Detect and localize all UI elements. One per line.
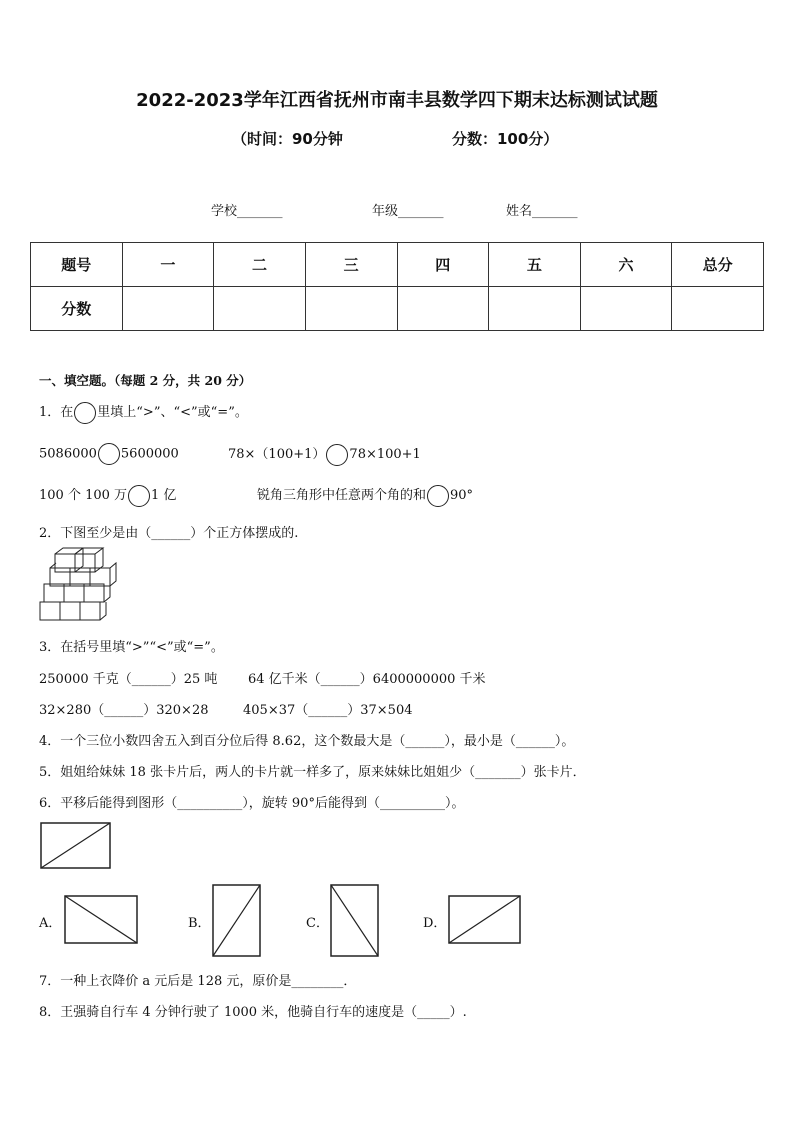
question-2: 2．下图至少是由（______）个正方体摆成的. [39,526,299,541]
score-table-cell: 五 [489,243,581,287]
option-d-figure[interactable] [448,895,522,945]
grade-field[interactable]: 年级_______ [372,204,444,219]
q3-item-d: 405×37（______）37×504 [243,703,413,718]
score-table-cell: 二 [214,243,306,287]
score-entry-cell[interactable] [672,287,764,331]
score-entry-cell[interactable] [214,287,306,331]
question-1 [39,401,248,424]
option-b-label[interactable]: B． [188,916,211,931]
q1-b-left: 78×（100+1） [228,447,326,462]
score-table-cell: 一 [122,243,214,287]
q1-d-left: 锐角三角形中任意两个角的和 [257,488,427,503]
exam-time: （时间：90分钟 [232,130,343,148]
score-entry-cell[interactable] [580,287,672,331]
name-field[interactable]: 姓名_______ [506,204,578,219]
compare-circle[interactable] [74,402,96,424]
score-table-cell: 总分 [672,243,764,287]
q3-item-b: 64 亿千米（______）6400000000 千米 [248,672,486,687]
option-a-figure[interactable] [64,895,139,945]
q1-suffix: 里填上“>”、“<”或“=”。 [97,405,248,420]
q1-a-left: 5086000 [39,446,97,462]
page-title: 2022-2023学年江西省抚州市南丰县数学四下期末达标测试试题 [136,90,658,111]
option-c-label[interactable]: C． [306,916,329,931]
q1-prefix: 1．在 [39,405,74,420]
cube-stack-figure [38,546,122,626]
option-b-figure[interactable] [212,884,262,958]
question-6: 6．平移后能得到图形（__________），旋转 90°后能得到（__________）。 [39,796,465,811]
original-rectangle-figure [40,822,112,870]
question-5: 5．姐姐给妹妹 18 张卡片后，两人的卡片就一样多了，原来妹妹比姐姐少（_______）张卡片． [39,765,586,780]
q1-d-right: 90° [450,488,474,503]
compare-circle[interactable] [427,485,449,507]
score-table-cell: 四 [397,243,489,287]
compare-circle[interactable] [128,485,150,507]
q3-item-a: 250000 千克（______）25 吨 [39,672,218,687]
score-table-cell: 三 [305,243,397,287]
question-3: 3．在括号里填“>”“<”或“=”。 [39,640,224,655]
score-table-cell: 分数 [31,287,123,331]
school-field[interactable]: 学校_______ [211,204,283,219]
score-table-score-row [31,287,764,331]
score-table-header-row [31,243,764,287]
score-entry-cell[interactable] [397,287,489,331]
score-entry-cell[interactable] [122,287,214,331]
q1-item-d [257,484,473,507]
q1-item-b [228,443,421,466]
q1-c-right: 1 亿 [151,488,177,503]
q1-item-c [39,484,176,507]
score-table-cell: 题号 [31,243,123,287]
score-entry-cell[interactable] [305,287,397,331]
option-d-label[interactable]: D． [423,916,447,931]
q1-b-right: 78×100+1 [349,447,421,462]
question-7: 7．一种上衣降价 a 元后是 128 元，原价是________． [39,974,357,989]
compare-circle[interactable] [98,443,120,465]
q1-c-left: 100 个 100 万 [39,488,128,503]
score-table [30,242,764,331]
q1-a-right: 5600000 [120,446,179,462]
question-8: 8．王强骑自行车 4 分钟行驶了 1000 米，他骑自行车的速度是（_____）. [39,1005,467,1020]
compare-circle[interactable] [326,444,348,466]
score-table-cell: 六 [580,243,672,287]
score-entry-cell[interactable] [489,287,581,331]
section-heading: 一、填空题。（每题 2 分，共 20 分） [39,373,252,388]
question-4: 4．一个三位小数四舍五入到百分位后得 8.62，这个数最大是（______），最小是（______）。 [39,734,575,749]
q1-item-a [39,443,179,465]
exam-score: 分数：100分） [452,130,559,148]
option-a-label[interactable]: A． [39,916,62,931]
option-c-figure[interactable] [330,884,380,958]
q3-item-c: 32×280（______）320×28 [39,703,209,718]
